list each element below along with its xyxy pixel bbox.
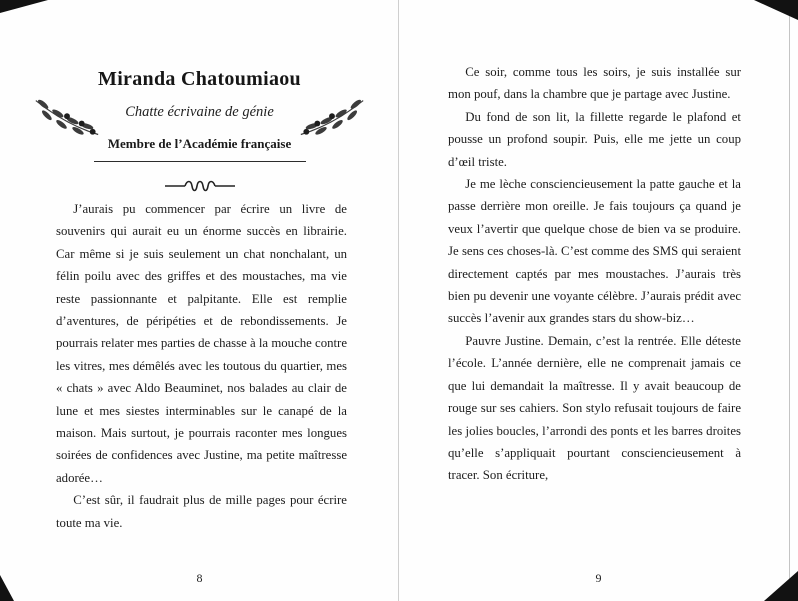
left-page-number: 8 [196,571,203,585]
paragraph: C’est sûr, il faudrait plus de mille pages pour écrire toute ma vie. [56,493,347,530]
paragraph: Du fond de son lit, la fillette regarde le plafond et pousse un profond soupir. Puis, elle me jette un coup d’œil triste. [448,109,741,169]
paragraph: Ce soir, comme tous les soirs, je suis installée sur mon pouf, dans la chambre que je partage avec Justine. [448,65,741,102]
chapter-title: Miranda Chatoumiaou [98,68,301,90]
page-right [399,0,798,601]
chapter-header [36,68,363,194]
chapter-subtitle: Chatte écrivaine de génie [125,104,274,120]
paragraph: J’aurais pu commencer par écrire un livre de souvenirs qui aurait eu un énorme succès en librairie. Car même si je suis seulement un chat nonchalant, un félin poilu avec des griffes et des moustaches, ma vie reste passionnante et palpitante. Elle est remplie d’aventures, de péripéties et de rebondissements. Je pourrais relater mes parties de chasse à la mouche contre les vitres, mes démêlés avec les toutous du quartier, mes « chats » avec Aldo Beauminet, nos balades au clair de lune et mes siestes interminables sur le canapé de la maison. Mais surtout, je pourrais raconter mes longues soirées de confidences avec Justine, ma petite maîtresse adorée… [56,202,347,485]
olive-branch-left-icon [34,96,100,140]
page-gutter-line [398,0,399,601]
page-edge-line [789,0,790,601]
right-page-body [448,61,741,487]
divider-ornament-icon [165,178,235,194]
paragraph: Je me lèche consciencieusement la patte gauche et la passe derrière mon oreille. Je fais toujours ça quand je veux l’avertir que quelque chose de bien va se produire. Je sens ces choses-là. C’est comme des SMS qui seraient directement captés par mes moustaches. J’aurais très bien pu devenir une voyante célèbre. J’aurais prédit avec succès l’avenir aux grandes stars du show-biz… [448,177,741,326]
affiliation-rule [94,161,306,162]
paragraph: Pauvre Justine. Demain, c’est la rentrée. Elle déteste l’école. L’année dernière, elle ne comprenait jamais ce que lui demandait la maîtresse. Il y avait beaucoup de rouge sur ses cahiers. Son stylo refusait toujours de faire les jolies boucles, l’arrondi des ponts et les barres droites qu’elle s’appliquait pourtant consciencieusement à tracer. Son écriture, [448,333,741,483]
right-page-number: 9 [595,571,602,585]
left-page-body [56,198,347,534]
olive-branch-right-icon [299,96,365,140]
chapter-affiliation: Membre de l’Académie française [107,136,292,151]
